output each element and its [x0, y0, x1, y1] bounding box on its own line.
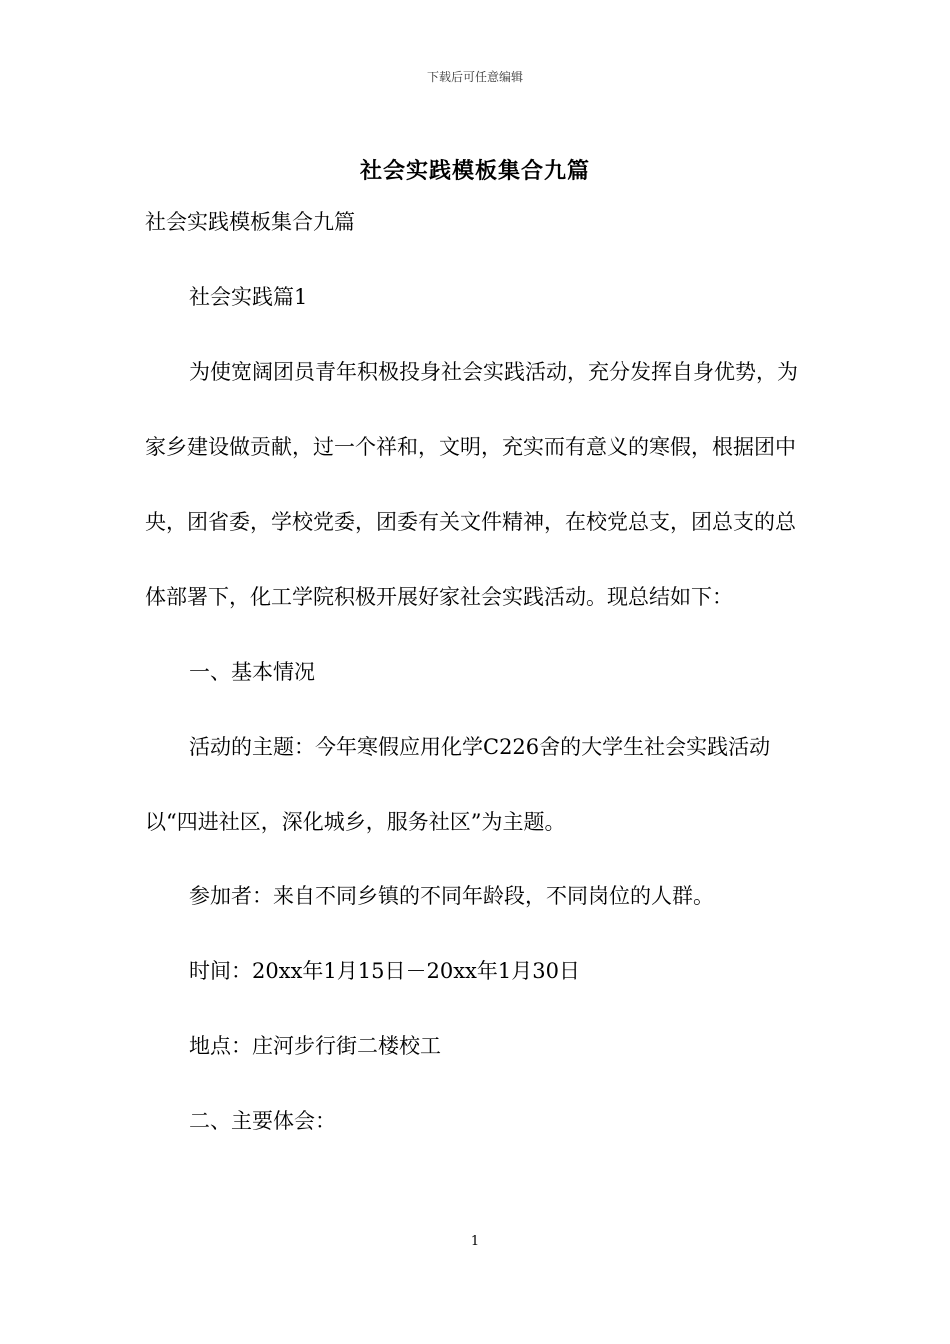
page-number: 1: [470, 1234, 480, 1249]
header-note: 下载后可任意编辑: [426, 70, 523, 84]
location-line: 地点：庄河步行街二楼校工: [189, 1034, 441, 1058]
document-title: 社会实践模板集合九篇: [359, 158, 590, 184]
theme-paragraph: 活动的主题：今年寒假应用化学C226舍的大学生社会实践活动以“四进社区，深化城乡，服务社区”为主题。: [145, 734, 771, 834]
participants-line: 参加者：来自不同乡镇的不同年龄段，不同岗位的人群。: [189, 884, 714, 908]
document-subtitle: 社会实践模板集合九篇: [145, 210, 355, 234]
paragraph-gap: [145, 916, 815, 954]
part2-heading: 二、主要体会：: [189, 1109, 336, 1133]
document-body: [145, 204, 815, 1141]
part1-heading: 一、基本情况: [189, 659, 315, 684]
paragraph-gap: [145, 1066, 815, 1104]
paragraph-gap: [145, 242, 815, 280]
time-line: 时间：20xx年1月15日－20xx年1月30日: [189, 959, 580, 983]
intro-paragraph: 为使宽阔团员青年积极投身社会实践活动，充分发挥自身优势，为家乡建设做贡献，过一个祥和，文明，充实而有意义的寒假，根据团中央，团省委，学校党委，团委有关文件精神，在校党总支，团总支的总体部署下，化工学院积极开展好家社会实践活动。现总结如下：: [145, 360, 798, 609]
section-heading: 社会实践篇1: [189, 285, 308, 309]
paragraph-gap: [145, 991, 815, 1029]
